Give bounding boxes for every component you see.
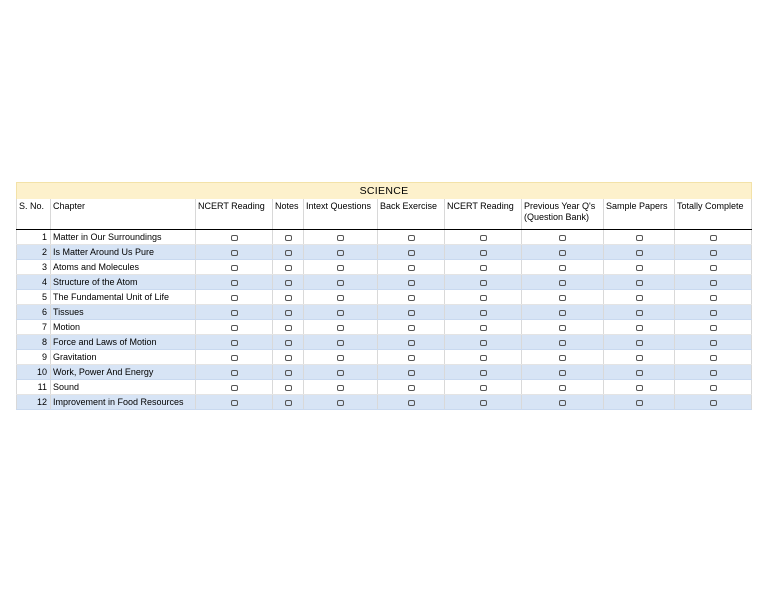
- checkbox-icon[interactable]: [231, 355, 238, 361]
- checkbox-cell: [273, 305, 304, 320]
- checkbox-icon[interactable]: [408, 385, 415, 391]
- checkbox-icon[interactable]: [636, 235, 643, 241]
- checkbox-icon[interactable]: [231, 340, 238, 346]
- checkbox-icon[interactable]: [285, 340, 292, 346]
- checkbox-icon[interactable]: [231, 400, 238, 406]
- checkbox-cell: [196, 335, 273, 350]
- checkbox-icon[interactable]: [710, 280, 717, 286]
- checkbox-cell: [304, 335, 378, 350]
- checkbox-cell: [604, 395, 675, 410]
- table-row: [17, 260, 752, 275]
- chapter-name: Tissues: [51, 305, 196, 320]
- checkbox-cell: [604, 245, 675, 260]
- checkbox-icon[interactable]: [337, 280, 344, 286]
- checkbox-icon[interactable]: [285, 250, 292, 256]
- checkbox-icon[interactable]: [480, 370, 487, 376]
- checkbox-cell: [445, 395, 522, 410]
- checkbox-cell: [445, 230, 522, 245]
- checkbox-icon[interactable]: [480, 355, 487, 361]
- checkbox-icon[interactable]: [636, 265, 643, 271]
- checkbox-cell: [675, 245, 752, 260]
- table-row: [17, 395, 752, 410]
- checkbox-cell: [675, 305, 752, 320]
- checkbox-cell: [378, 290, 445, 305]
- checkbox-cell: [675, 380, 752, 395]
- header-sample-papers: Sample Papers: [604, 199, 675, 230]
- checkbox-icon[interactable]: [636, 295, 643, 301]
- row-number: 1: [17, 230, 51, 245]
- checkbox-cell: [304, 245, 378, 260]
- checkbox-cell: [273, 245, 304, 260]
- checkbox-cell: [196, 290, 273, 305]
- checkbox-cell: [522, 350, 604, 365]
- checkbox-cell: [445, 305, 522, 320]
- checkbox-icon[interactable]: [559, 280, 566, 286]
- checkbox-cell: [273, 335, 304, 350]
- checkbox-cell: [522, 305, 604, 320]
- checkbox-cell: [604, 320, 675, 335]
- chapter-name: Motion: [51, 320, 196, 335]
- checkbox-icon[interactable]: [408, 325, 415, 331]
- checkbox-cell: [604, 230, 675, 245]
- checkbox-cell: [604, 380, 675, 395]
- checkbox-cell: [304, 395, 378, 410]
- checkbox-cell: [273, 230, 304, 245]
- checkbox-icon[interactable]: [710, 265, 717, 271]
- checkbox-cell: [273, 380, 304, 395]
- checkbox-icon[interactable]: [408, 250, 415, 256]
- checkbox-cell: [522, 275, 604, 290]
- checkbox-icon[interactable]: [408, 370, 415, 376]
- checkbox-cell: [445, 335, 522, 350]
- checkbox-cell: [522, 365, 604, 380]
- checkbox-icon[interactable]: [559, 340, 566, 346]
- checkbox-cell: [522, 245, 604, 260]
- checkbox-icon[interactable]: [285, 355, 292, 361]
- checkbox-cell: [196, 275, 273, 290]
- checkbox-icon[interactable]: [231, 295, 238, 301]
- checkbox-cell: [378, 320, 445, 335]
- checkbox-icon[interactable]: [480, 340, 487, 346]
- chapter-name: Matter in Our Surroundings: [51, 230, 196, 245]
- checkbox-cell: [196, 395, 273, 410]
- checkbox-cell: [378, 305, 445, 320]
- checkbox-cell: [304, 290, 378, 305]
- checkbox-cell: [273, 395, 304, 410]
- checkbox-cell: [304, 365, 378, 380]
- checkbox-cell: [304, 380, 378, 395]
- table-row: [17, 350, 752, 365]
- row-number: 7: [17, 320, 51, 335]
- checkbox-cell: [378, 275, 445, 290]
- checkbox-cell: [445, 290, 522, 305]
- checkbox-cell: [604, 290, 675, 305]
- checkbox-icon[interactable]: [285, 265, 292, 271]
- checkbox-cell: [522, 395, 604, 410]
- checkbox-cell: [604, 335, 675, 350]
- checkbox-icon[interactable]: [636, 340, 643, 346]
- checkbox-icon[interactable]: [710, 385, 717, 391]
- checkbox-icon[interactable]: [231, 310, 238, 316]
- checkbox-cell: [604, 365, 675, 380]
- chapter-name: Force and Laws of Motion: [51, 335, 196, 350]
- row-number: 4: [17, 275, 51, 290]
- checkbox-cell: [675, 395, 752, 410]
- row-number: 3: [17, 260, 51, 275]
- checkbox-icon[interactable]: [285, 325, 292, 331]
- checkbox-icon[interactable]: [231, 250, 238, 256]
- checkbox-icon[interactable]: [636, 370, 643, 376]
- table-row: [17, 365, 752, 380]
- chapter-name: Gravitation: [51, 350, 196, 365]
- chapter-name: Atoms and Molecules: [51, 260, 196, 275]
- table-row: [17, 230, 752, 245]
- checkbox-cell: [675, 275, 752, 290]
- checkbox-icon[interactable]: [710, 340, 717, 346]
- checkbox-icon[interactable]: [559, 370, 566, 376]
- checkbox-cell: [304, 260, 378, 275]
- checkbox-cell: [304, 320, 378, 335]
- checkbox-icon[interactable]: [231, 325, 238, 331]
- checkbox-cell: [445, 365, 522, 380]
- checkbox-cell: [273, 320, 304, 335]
- checkbox-cell: [675, 320, 752, 335]
- header-back-exercise: Back Exercise: [378, 199, 445, 230]
- checkbox-cell: [196, 260, 273, 275]
- checkbox-icon[interactable]: [480, 250, 487, 256]
- checkbox-icon[interactable]: [337, 385, 344, 391]
- checkbox-cell: [522, 335, 604, 350]
- row-number: 12: [17, 395, 51, 410]
- checkbox-cell: [445, 245, 522, 260]
- checkbox-icon[interactable]: [337, 265, 344, 271]
- table-row: [17, 275, 752, 290]
- chapter-name: Sound: [51, 380, 196, 395]
- checkbox-cell: [675, 365, 752, 380]
- checkbox-icon[interactable]: [636, 250, 643, 256]
- checkbox-cell: [196, 365, 273, 380]
- row-number: 10: [17, 365, 51, 380]
- checkbox-cell: [273, 350, 304, 365]
- checkbox-icon[interactable]: [480, 310, 487, 316]
- checkbox-icon[interactable]: [710, 235, 717, 241]
- checkbox-icon[interactable]: [231, 385, 238, 391]
- checkbox-icon[interactable]: [337, 310, 344, 316]
- checkbox-icon[interactable]: [710, 370, 717, 376]
- row-number: 11: [17, 380, 51, 395]
- checkbox-icon[interactable]: [337, 355, 344, 361]
- table-row: [17, 245, 752, 260]
- checkbox-cell: [378, 335, 445, 350]
- checkbox-icon[interactable]: [408, 340, 415, 346]
- checkbox-cell: [445, 275, 522, 290]
- row-number: 2: [17, 245, 51, 260]
- chapter-name: Structure of the Atom: [51, 275, 196, 290]
- checkbox-icon[interactable]: [636, 325, 643, 331]
- checkbox-icon[interactable]: [408, 400, 415, 406]
- checkbox-cell: [196, 305, 273, 320]
- checkbox-icon[interactable]: [559, 325, 566, 331]
- checkbox-icon[interactable]: [480, 325, 487, 331]
- checkbox-icon[interactable]: [337, 370, 344, 376]
- checkbox-cell: [522, 260, 604, 275]
- row-number: 6: [17, 305, 51, 320]
- checkbox-icon[interactable]: [285, 310, 292, 316]
- checkbox-cell: [378, 230, 445, 245]
- checkbox-icon[interactable]: [480, 280, 487, 286]
- checkbox-icon[interactable]: [710, 355, 717, 361]
- checkbox-icon[interactable]: [636, 385, 643, 391]
- checkbox-icon[interactable]: [337, 235, 344, 241]
- header-notes: Notes: [273, 199, 304, 230]
- header-intext-questions: Intext Questions: [304, 199, 378, 230]
- checkbox-icon[interactable]: [710, 400, 717, 406]
- checkbox-icon[interactable]: [231, 370, 238, 376]
- checkbox-cell: [675, 335, 752, 350]
- header-previous-year-questions: Previous Year Q's (Question Bank): [522, 199, 604, 230]
- checkbox-cell: [675, 260, 752, 275]
- table-row: [17, 320, 752, 335]
- checkbox-icon[interactable]: [337, 250, 344, 256]
- checkbox-icon[interactable]: [408, 355, 415, 361]
- checkbox-icon[interactable]: [231, 235, 238, 241]
- checkbox-icon[interactable]: [559, 265, 566, 271]
- sheet-title: SCIENCE: [17, 183, 752, 200]
- checkbox-cell: [273, 290, 304, 305]
- checkbox-cell: [196, 230, 273, 245]
- checkbox-icon[interactable]: [559, 355, 566, 361]
- checkbox-icon[interactable]: [710, 250, 717, 256]
- checkbox-icon[interactable]: [480, 295, 487, 301]
- checkbox-icon[interactable]: [480, 235, 487, 241]
- checkbox-cell: [378, 245, 445, 260]
- header-ncert-reading: NCERT Reading: [196, 199, 273, 230]
- checkbox-icon[interactable]: [231, 265, 238, 271]
- checkbox-icon[interactable]: [636, 280, 643, 286]
- checkbox-icon[interactable]: [710, 295, 717, 301]
- checkbox-cell: [304, 275, 378, 290]
- checkbox-cell: [522, 290, 604, 305]
- checkbox-cell: [196, 380, 273, 395]
- checkbox-cell: [378, 395, 445, 410]
- header-ncert-reading-2: NCERT Reading: [445, 199, 522, 230]
- checkbox-icon[interactable]: [408, 310, 415, 316]
- checkbox-icon[interactable]: [408, 265, 415, 271]
- checkbox-cell: [445, 380, 522, 395]
- checkbox-cell: [604, 260, 675, 275]
- checkbox-cell: [445, 260, 522, 275]
- checkbox-cell: [196, 320, 273, 335]
- chapter-name: Is Matter Around Us Pure: [51, 245, 196, 260]
- table-row: [17, 380, 752, 395]
- checkbox-icon[interactable]: [337, 325, 344, 331]
- checkbox-cell: [273, 260, 304, 275]
- checkbox-icon[interactable]: [559, 235, 566, 241]
- header-chapter: Chapter: [51, 199, 196, 230]
- checkbox-cell: [304, 350, 378, 365]
- checkbox-icon[interactable]: [408, 295, 415, 301]
- checkbox-cell: [604, 350, 675, 365]
- checkbox-cell: [445, 350, 522, 365]
- checkbox-icon[interactable]: [408, 235, 415, 241]
- checkbox-cell: [445, 320, 522, 335]
- checkbox-cell: [522, 380, 604, 395]
- checkbox-icon[interactable]: [285, 280, 292, 286]
- table-row: [17, 290, 752, 305]
- chapter-name: Improvement in Food Resources: [51, 395, 196, 410]
- checkbox-icon[interactable]: [559, 250, 566, 256]
- checkbox-cell: [522, 230, 604, 245]
- checkbox-cell: [196, 350, 273, 365]
- row-number: 5: [17, 290, 51, 305]
- header-totally-complete: Totally Complete: [675, 199, 752, 230]
- checkbox-cell: [604, 305, 675, 320]
- checkbox-icon[interactable]: [285, 295, 292, 301]
- checkbox-cell: [196, 245, 273, 260]
- checkbox-icon[interactable]: [559, 400, 566, 406]
- checkbox-cell: [378, 365, 445, 380]
- checkbox-cell: [273, 365, 304, 380]
- science-tracker-sheet: [16, 182, 751, 410]
- checkbox-icon[interactable]: [636, 400, 643, 406]
- table-body: [17, 230, 752, 410]
- checkbox-icon[interactable]: [559, 310, 566, 316]
- checkbox-cell: [675, 290, 752, 305]
- checkbox-cell: [675, 230, 752, 245]
- checkbox-icon[interactable]: [285, 235, 292, 241]
- checkbox-icon[interactable]: [636, 310, 643, 316]
- checkbox-cell: [378, 260, 445, 275]
- header-row: [17, 199, 752, 230]
- checkbox-icon[interactable]: [337, 400, 344, 406]
- science-tracker-table: [16, 182, 752, 410]
- row-number: 9: [17, 350, 51, 365]
- checkbox-icon[interactable]: [480, 265, 487, 271]
- checkbox-cell: [522, 320, 604, 335]
- checkbox-icon[interactable]: [408, 280, 415, 286]
- checkbox-icon[interactable]: [285, 385, 292, 391]
- checkbox-icon[interactable]: [710, 310, 717, 316]
- checkbox-icon[interactable]: [337, 340, 344, 346]
- checkbox-icon[interactable]: [480, 385, 487, 391]
- checkbox-icon[interactable]: [710, 325, 717, 331]
- checkbox-icon[interactable]: [337, 295, 344, 301]
- checkbox-icon[interactable]: [480, 400, 487, 406]
- checkbox-cell: [304, 305, 378, 320]
- checkbox-icon[interactable]: [559, 385, 566, 391]
- chapter-name: The Fundamental Unit of Life: [51, 290, 196, 305]
- checkbox-icon[interactable]: [231, 280, 238, 286]
- checkbox-icon[interactable]: [636, 355, 643, 361]
- checkbox-icon[interactable]: [285, 400, 292, 406]
- chapter-name: Work, Power And Energy: [51, 365, 196, 380]
- table-row: [17, 305, 752, 320]
- checkbox-cell: [675, 350, 752, 365]
- checkbox-cell: [378, 380, 445, 395]
- checkbox-icon[interactable]: [285, 370, 292, 376]
- checkbox-icon[interactable]: [559, 295, 566, 301]
- table-row: [17, 335, 752, 350]
- checkbox-cell: [604, 275, 675, 290]
- checkbox-cell: [273, 275, 304, 290]
- row-number: 8: [17, 335, 51, 350]
- header-s-no: S. No.: [17, 199, 51, 230]
- checkbox-cell: [378, 350, 445, 365]
- checkbox-cell: [304, 230, 378, 245]
